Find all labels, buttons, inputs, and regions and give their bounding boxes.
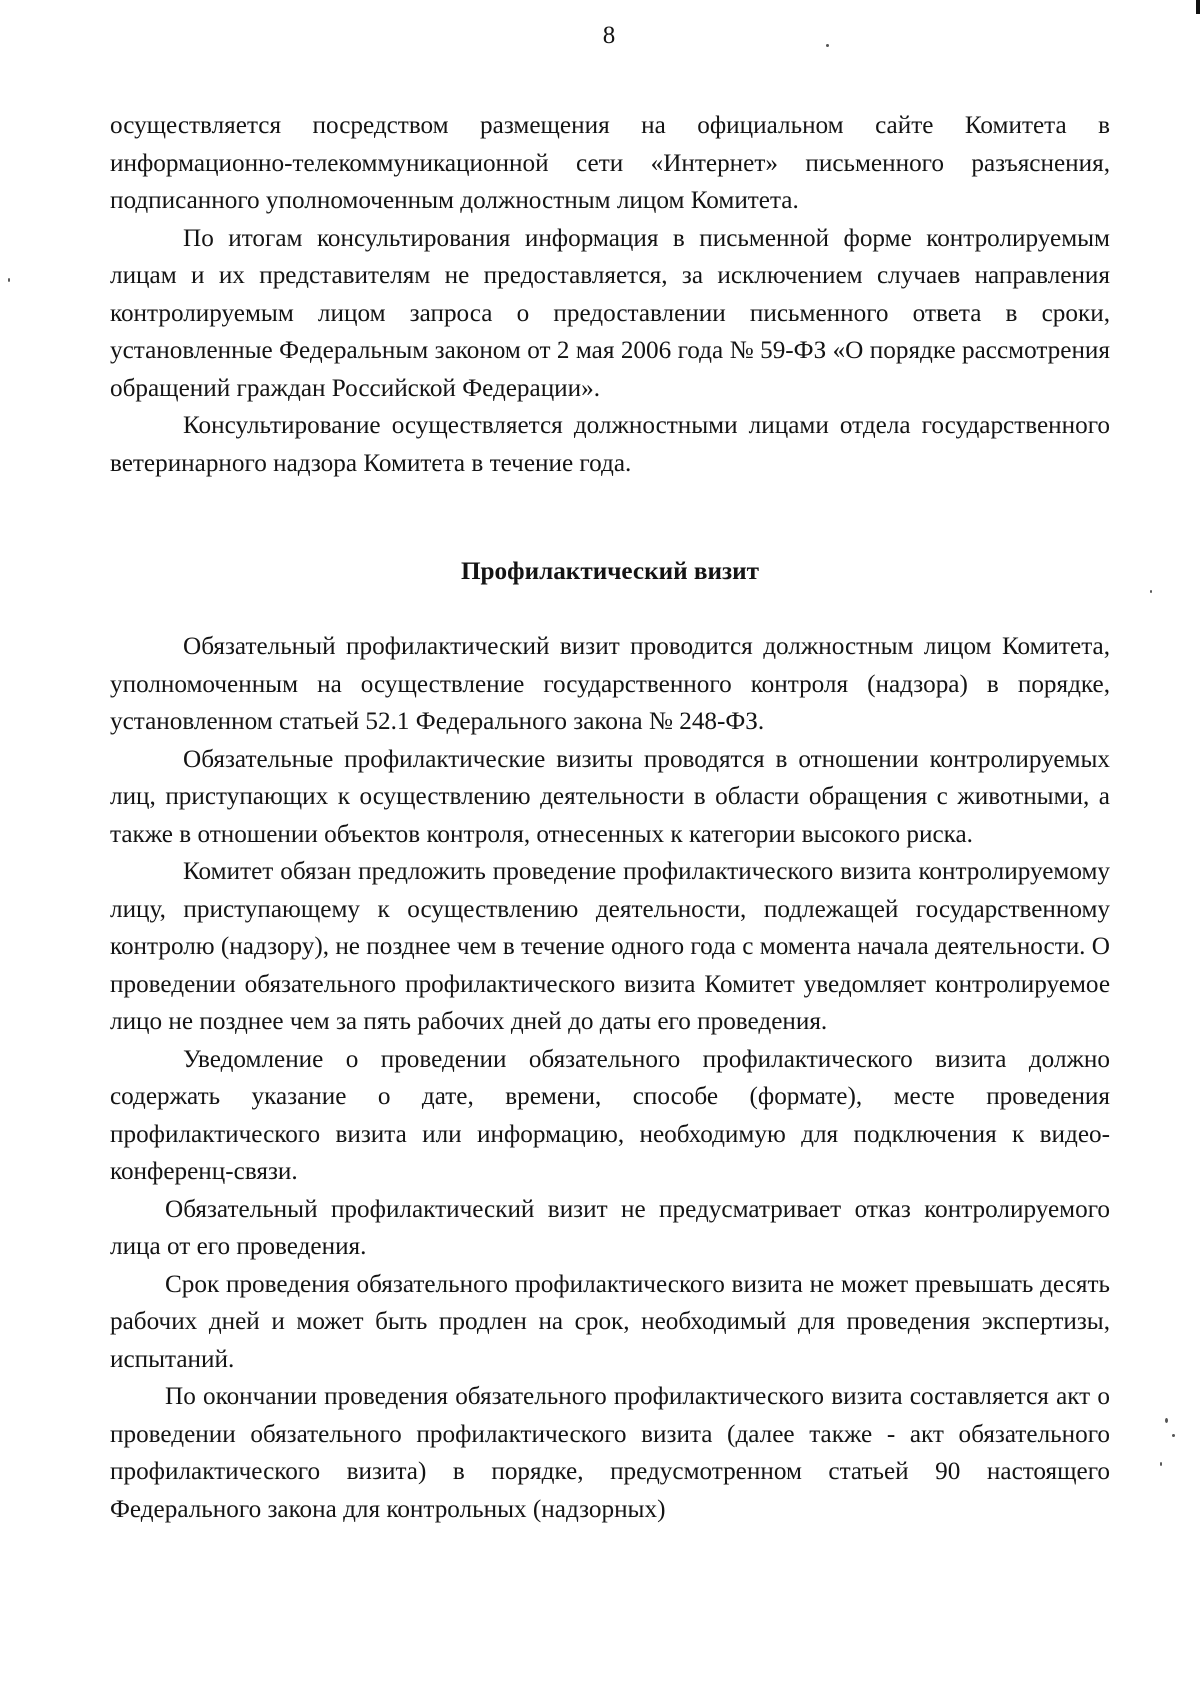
- scan-speck: [1172, 1434, 1175, 1437]
- scan-edge-mark: [1196, 0, 1200, 14]
- text-block-bottom: [110, 628, 1110, 1528]
- paragraph-notification: Уведомление о проведении обязательного профилактического визита должно содержать указание о дате, времени, способе (формате), месте проведения профилактического визита или информацию, необходимую для подключения к видео-конференц-связи.: [110, 1045, 1110, 1185]
- scan-speck: [1150, 590, 1152, 593]
- paragraph-consulting-officials: Консультирование осуществляется должностными лицами отдела государственного ветеринарного надзора Комитета в течение года.: [110, 412, 1110, 477]
- section-heading: Профилактический визит: [460, 558, 760, 585]
- paragraph-consulting-results: По итогам консультирования информация в письменной форме контролируемым лицам и их представителям не предоставляется, за исключением случаев направления контролируемым лицом запроса о предоставлении письменного ответа в сроки, установленные Федеральным законом от 2 мая 2006 года № 59-ФЗ «О порядке рассмотрения обращений граждан Российской Федерации».: [110, 224, 1110, 402]
- scan-speck: [8, 278, 10, 282]
- page-number: 8: [602, 22, 616, 49]
- paragraph-visit-term: Срок проведения обязательного профилактического визита не может превышать десять рабочих дней и может быть продлен на срок, необходимый для проведения экспертизы, испытаний.: [110, 1270, 1110, 1373]
- scan-speck: [826, 44, 829, 47]
- paragraph-visit-subjects: Обязательные профилактические визиты проводятся в отношении контролируемых лиц, приступающих к осуществлению деятельности в области обращения с животными, а также в отношении объектов контроля, отнесенных к категории высокого риска.: [110, 745, 1110, 848]
- text-block-top: [110, 107, 1110, 482]
- paragraph-visit-act: По окончании проведения обязательного профилактического визита составляется акт о проведении обязательного профилактического визита (далее также - акт обязательного профилактического визита) в порядке, предусмотренном статьей 90 настоящего Федерального закона для контрольных (надзорных): [110, 1383, 1110, 1523]
- paragraph-continuation: осуществляется посредством размещения на официальном сайте Комитета в информационно-телекоммуникационной сети «Интернет» письменного разъяснения, подписанного уполномоченным должностным лицом Комитета.: [110, 112, 1110, 214]
- paragraph-mandatory-visit: Обязательный профилактический визит проводится должностным лицом Комитета, уполномоченным на осуществление государственного контроля (надзора) в порядке, установленном статьей 52.1 Федерального закона № 248-ФЗ.: [110, 633, 1110, 735]
- scan-speck: [1165, 1418, 1168, 1423]
- paragraph-no-refusal: Обязательный профилактический визит не предусматривает отказ контролируемого лица от его проведения.: [110, 1195, 1110, 1260]
- scan-speck: [1160, 1462, 1162, 1466]
- paragraph-committee-obligation: Комитет обязан предложить проведение профилактического визита контролируемому лицу, приступающему к осуществлению деятельности, подлежащей государственному контролю (надзору), не позднее чем в течение одного года с момента начала деятельности. О проведении обязательного профилактического визита Комитет уведомляет контролируемое лицо не позднее чем за пять рабочих дней до даты его проведения.: [110, 858, 1110, 1035]
